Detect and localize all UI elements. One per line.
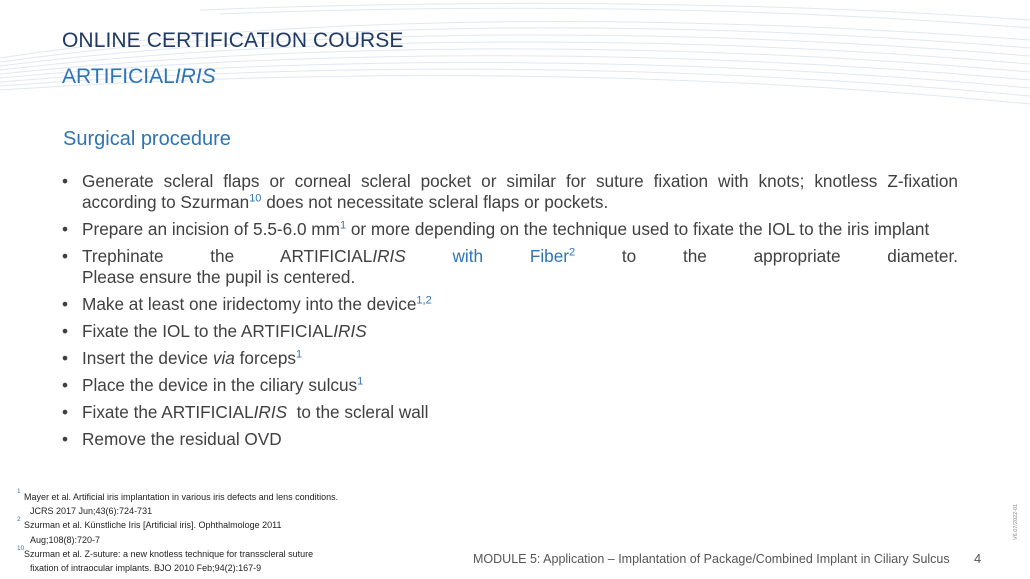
reference-line: fixation of intraocular implants. BJO 2010 Feb;94(2):167-9 — [30, 563, 262, 574]
procedure-list — [62, 171, 958, 456]
course-title: ONLINE CERTIFICATION COURSE — [62, 29, 404, 52]
reference-line: Szurman et al. Z-suture: a new knotless technique for transscleral suture — [24, 548, 314, 559]
bullet-italic: IRIS — [372, 246, 406, 266]
citation-superscript: 2 — [568, 246, 576, 259]
footer-module: MODULE 5: Application – Implantation of Package/Combined Implant in Ciliary Sulcus — [473, 552, 950, 566]
bullet-text: forceps — [234, 348, 297, 368]
list-item — [62, 375, 958, 396]
list-item — [62, 348, 958, 369]
list-item — [62, 294, 958, 315]
subtitle-main: ARTIFICIAL — [62, 65, 175, 88]
list-item — [62, 402, 958, 423]
citation-superscript: 1 — [357, 375, 364, 388]
reference-number: 10 — [17, 544, 25, 552]
bullet-text: Please ensure the pupil is centered. — [82, 267, 356, 287]
header-swoosh-decoration — [0, 0, 1030, 120]
citation-superscript: 10 — [249, 192, 262, 205]
course-subtitle — [62, 65, 216, 89]
bullet-text: to the scleral wall — [287, 402, 429, 422]
reference-line: Aug;108(8):720-7 — [30, 534, 101, 545]
reference-item — [17, 544, 437, 575]
bullet-text: Generate scleral flaps or corneal scleral pocket or similar for suture fixation with knots; knotless Z-fixation according to Szurman — [82, 171, 958, 212]
reference-line: Mayer et al. Artificial iris implantation in various iris defects and lens conditions. — [24, 492, 339, 502]
reference-item — [17, 518, 437, 546]
bullet-text: does not necessitate scleral flaps or pockets. — [261, 192, 609, 212]
page-number: 4 — [974, 551, 982, 566]
bullet-text: or more depending on the technique used to fixate the IOL to the iris implant — [346, 219, 930, 239]
citation-superscript: 1 — [296, 348, 303, 361]
bullet-text: Fixate the ARTIFICIAL — [82, 402, 254, 422]
reference-number: 2 — [17, 516, 21, 524]
version-code: V6.07/2022-01 — [1013, 503, 1019, 540]
bullet-italic: via — [212, 348, 235, 368]
references — [17, 490, 437, 575]
bullet-text: Insert the device — [82, 348, 213, 368]
list-item — [62, 321, 958, 342]
bullet-text: Make at least one iridectomy into the device — [82, 294, 417, 314]
bullet-text: Prepare an incision of 5.5-6.0 mm — [82, 219, 340, 239]
bullet-line-justified — [82, 246, 958, 267]
citation-superscript: 1,2 — [416, 294, 432, 307]
bullet-text: to the appropriate diameter. — [575, 246, 958, 266]
section-title: Surgical procedure — [63, 128, 231, 150]
reference-line: Szurman et al. Künstliche Iris [Artificial iris]. Ophthalmologe 2011 — [24, 520, 282, 531]
reference-number: 1 — [17, 488, 21, 495]
bullet-text: Fixate the IOL to the ARTIFICIAL — [82, 321, 334, 341]
bullet-text: Place the device in the ciliary sulcus — [82, 375, 358, 395]
list-item — [62, 171, 958, 213]
bullet-italic: IRIS — [333, 321, 367, 341]
bullet-text: Trephinate the ARTIFICIAL — [82, 246, 373, 266]
bullet-text: Remove the residual OVD — [82, 429, 282, 449]
bullet-blue-text: with Fiber — [405, 246, 569, 266]
list-item — [62, 219, 958, 240]
reference-item — [17, 490, 437, 518]
list-item — [62, 246, 958, 288]
bullet-italic: IRIS — [253, 402, 288, 422]
reference-line: JCRS 2017 Jun;43(6):724-731 — [30, 506, 153, 517]
list-item — [62, 429, 958, 450]
subtitle-italic: IRIS — [174, 65, 216, 88]
citation-superscript: 1 — [339, 219, 347, 232]
